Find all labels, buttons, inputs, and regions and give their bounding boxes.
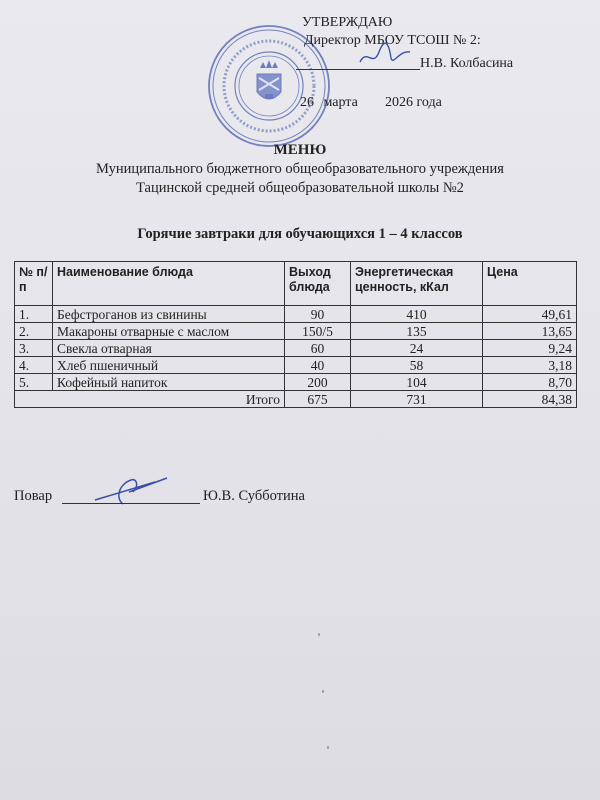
cell-portion: 40 xyxy=(285,357,351,374)
table-row xyxy=(15,306,577,323)
cell-energy: 104 xyxy=(351,374,483,391)
cell-num: 4. xyxy=(15,357,53,374)
cell-dish: Бефстроганов из свинины xyxy=(53,306,285,323)
cell-portion: 90 xyxy=(285,306,351,323)
header-portion: Выход блюда xyxy=(285,262,351,306)
cell-dish: Хлеб пшеничный xyxy=(53,357,285,374)
approval-month: марта xyxy=(323,95,358,110)
cook-block xyxy=(14,488,305,505)
approval-day: 26 xyxy=(300,95,314,110)
total-label: Итого xyxy=(15,391,285,408)
cell-price: 3,18 xyxy=(483,357,577,374)
menu-title: МЕНЮ xyxy=(273,142,327,158)
cell-dish: Свекла отварная xyxy=(53,340,285,357)
cell-energy: 58 xyxy=(351,357,483,374)
cell-energy: 24 xyxy=(351,340,483,357)
cell-price: 9,24 xyxy=(483,340,577,357)
cell-portion: 200 xyxy=(285,374,351,391)
approval-title: УТВЕРЖДАЮ xyxy=(302,15,393,30)
approval-year: 2026 года xyxy=(385,95,442,110)
cell-price: 8,70 xyxy=(483,374,577,391)
approval-position: Директор МБОУ ТСОШ № 2: xyxy=(304,33,481,48)
header-dish: Наименование блюда xyxy=(53,262,285,306)
header-energy: Энергетическая ценность, кКал xyxy=(351,262,483,306)
approval-name: Н.В. Колбасина xyxy=(420,56,514,71)
cell-energy: 135 xyxy=(351,323,483,340)
cell-price: 13,65 xyxy=(483,323,577,340)
cook-signature-line xyxy=(62,503,200,504)
cell-price: 49,61 xyxy=(483,306,577,323)
paper-speck xyxy=(318,633,320,636)
cell-portion: 150/5 xyxy=(285,323,351,340)
cook-role: Повар xyxy=(14,488,53,504)
cook-name: Ю.В. Субботина xyxy=(203,488,305,504)
cell-dish: Макароны отварные с маслом xyxy=(53,323,285,340)
cook-signature xyxy=(85,470,175,510)
total-portion: 675 xyxy=(285,391,351,408)
table-total-row xyxy=(15,391,577,408)
menu-subtitle: Горячие завтраки для обучающихся 1 – 4 классов xyxy=(137,226,463,242)
table-row xyxy=(15,323,577,340)
approval-date xyxy=(300,94,442,111)
table-row xyxy=(15,357,577,374)
cell-portion: 60 xyxy=(285,340,351,357)
cell-num: 1. xyxy=(15,306,53,323)
header-num: № п/п xyxy=(15,262,53,306)
cell-num: 2. xyxy=(15,323,53,340)
total-energy: 731 xyxy=(351,391,483,408)
header-price: Цена xyxy=(483,262,577,306)
paper-speck xyxy=(322,690,324,693)
cell-dish: Кофейный напиток xyxy=(53,374,285,391)
approval-signature-line xyxy=(296,69,420,70)
cell-energy: 410 xyxy=(351,306,483,323)
table-row xyxy=(15,340,577,357)
menu-table xyxy=(14,261,577,408)
cell-num: 3. xyxy=(15,340,53,357)
table-row xyxy=(15,374,577,391)
organization-line-2: Тацинской средней общеобразовательной школы №2 xyxy=(136,180,464,196)
cell-num: 5. xyxy=(15,374,53,391)
organization-line-1: Муниципального бюджетного общеобразовательного учреждения xyxy=(96,161,504,177)
table-header-row xyxy=(15,262,577,306)
paper-speck xyxy=(327,746,329,749)
total-price: 84,38 xyxy=(483,391,577,408)
